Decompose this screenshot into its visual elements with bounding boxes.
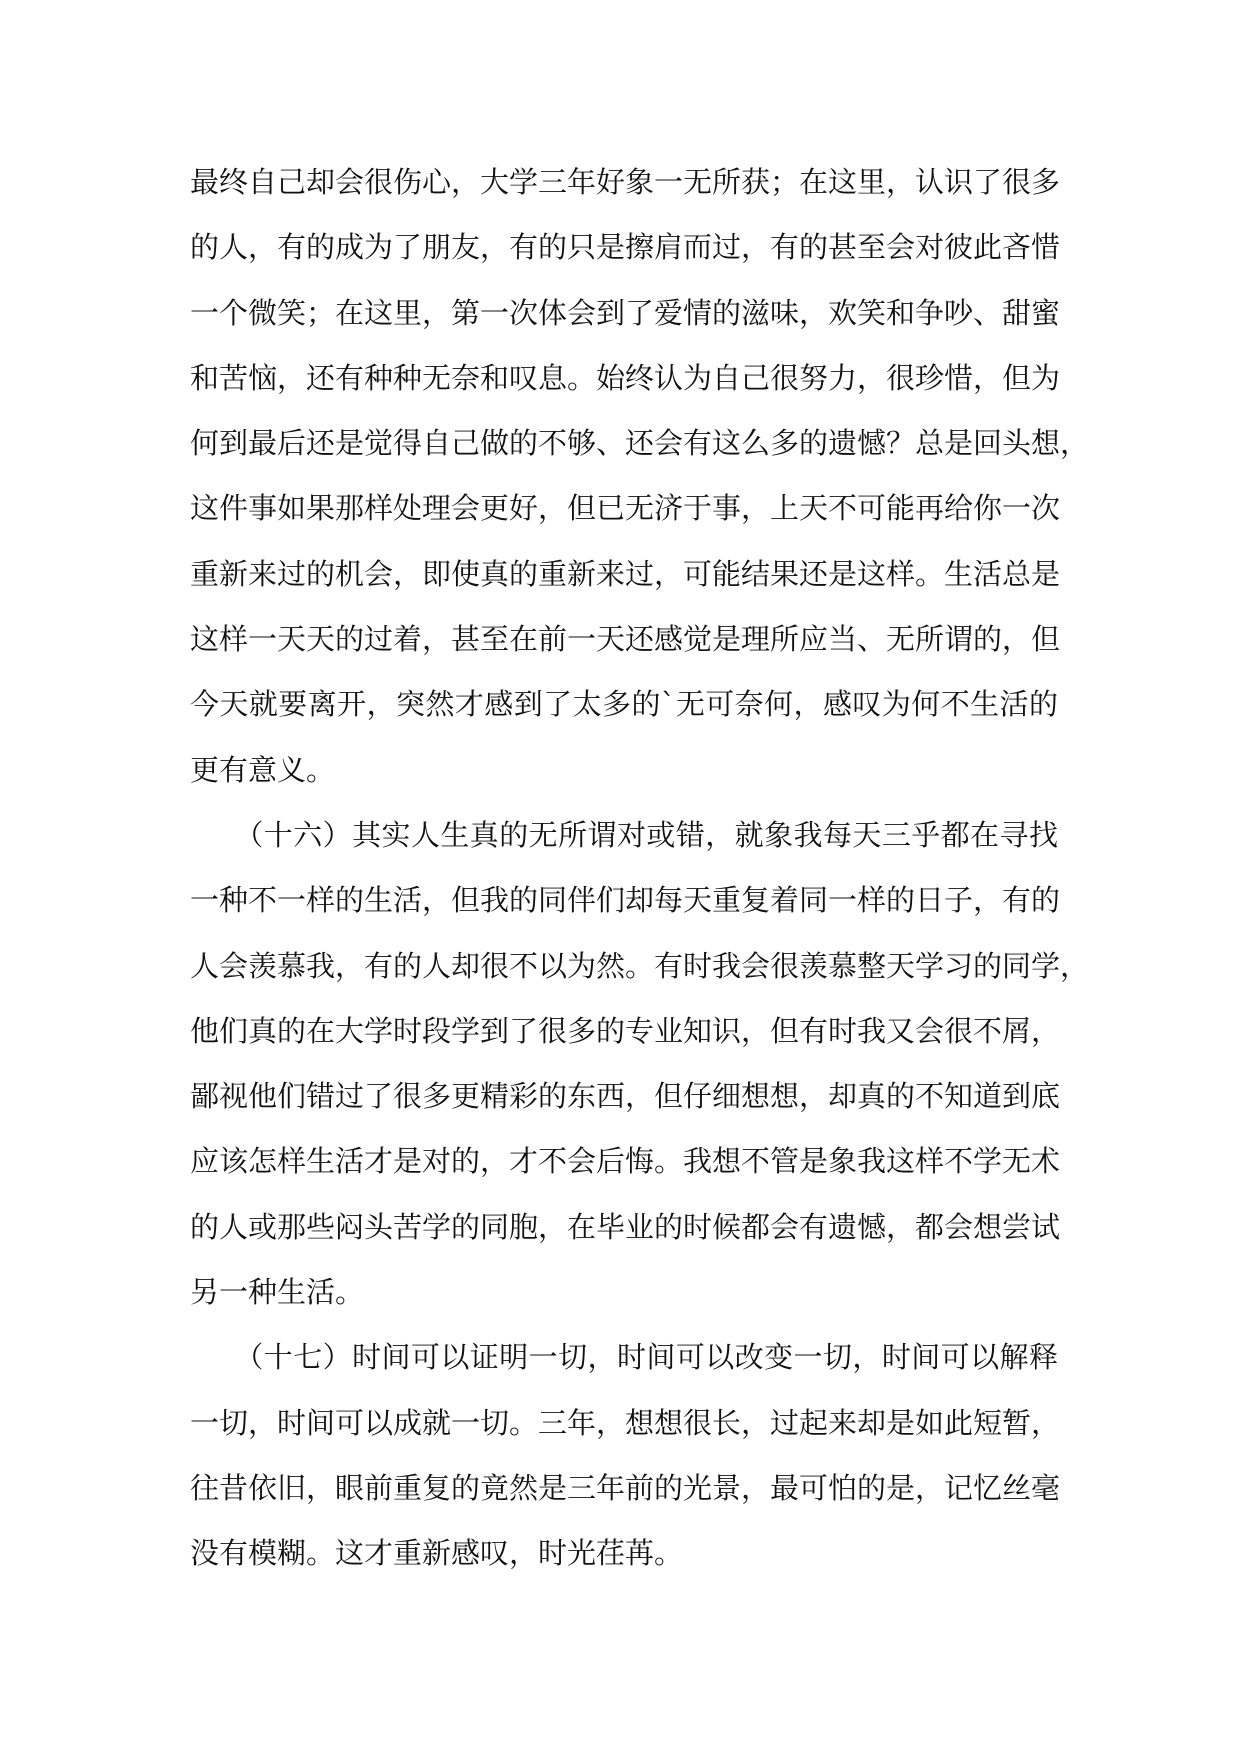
text-line: 和苦恼，还有种种无奈和叹息。始终认为自己很努力，很珍惜，但为 [190, 360, 1061, 395]
text-line: 另一种生活。 [190, 1275, 365, 1310]
text-line: 这样一天天的过着，甚至在前一天还感觉是理所应当、无所谓的，但 [190, 622, 1061, 657]
text-line: 没有模糊。这才重新感叹，时光荏苒。 [190, 1536, 684, 1571]
text-line: 今天就要离开，突然才感到了太多的`无可奈何，感叹为何不生活的 [190, 687, 1058, 722]
text-line: 应该怎样生活才是对的，才不会后悔。我想不管是象我这样不学无术 [190, 1144, 1061, 1179]
text-line: 的人，有的成为了朋友，有的只是擦肩而过，有的甚至会对彼此吝惜 [190, 230, 1061, 265]
text-line: 往昔依旧，眼前重复的竟然是三年前的光景，最可怕的是，记忆丝毫 [190, 1470, 1061, 1505]
text-line: 这件事如果那样处理会更好，但已无济于事，上天不可能再给你一次 [190, 491, 1061, 526]
text-line: 重新来过的机会，即使真的重新来过，可能结果还是这样。生活总是 [190, 556, 1061, 591]
text-line: 鄙视他们错过了很多更精彩的东西，但仔细想想，却真的不知道到底 [190, 1079, 1061, 1114]
text-line: 一切，时间可以成就一切。三年，想想很长，过起来却是如此短暂， [190, 1405, 1061, 1440]
text-line: 的人或那些闷头苦学的同胞，在毕业的时候都会有遗憾，都会想尝试 [190, 1209, 1061, 1244]
text-line: 他们真的在大学时段学到了很多的专业知识，但有时我又会很不屑， [190, 1013, 1061, 1048]
text-line: 一个微笑；在这里，第一次体会到了爱情的滋味，欢笑和争吵、甜蜜 [190, 295, 1061, 330]
text-line: 何到最后还是觉得自己做的不够、还会有这么多的遗憾？总是回头想， [190, 426, 1090, 461]
text-line: （十六）其实人生真的无所谓对或错，就象我每天三乎都在寻找 [190, 817, 1058, 852]
text-line: 人会羡慕我，有的人却很不以为然。有时我会很羡慕整天学习的同学， [190, 948, 1090, 983]
text-line: （十七）时间可以证明一切，时间可以改变一切，时间可以解释 [190, 1340, 1058, 1375]
body-text [190, 150, 1090, 1587]
text-line: 一种不一样的生活，但我的同伴们却每天重复着同一样的日子，有的 [190, 883, 1061, 918]
text-line: 更有意义。 [190, 752, 336, 787]
text-line: 最终自己却会很伤心，大学三年好象一无所获；在这里，认识了很多 [190, 165, 1061, 199]
